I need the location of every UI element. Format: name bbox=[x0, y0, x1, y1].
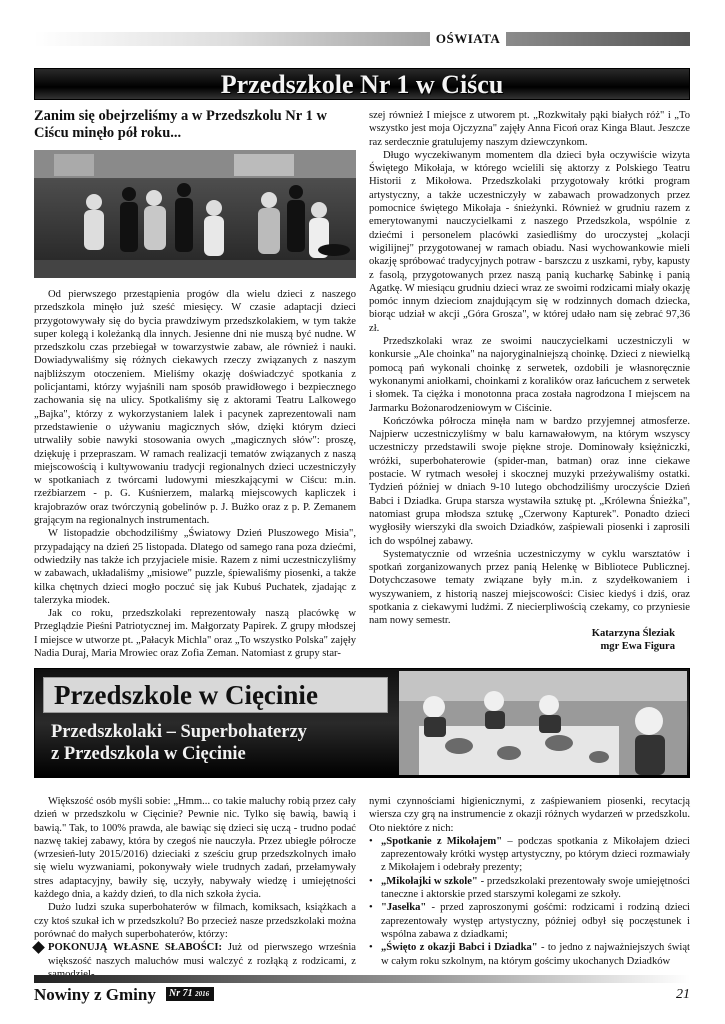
children-crafts-photo bbox=[399, 671, 687, 775]
footer-rule bbox=[34, 975, 690, 983]
issue-number: Nr 71 bbox=[169, 988, 193, 999]
paragraph: Dużo ludzi szuka superbohaterów w filmach, komiksach, książkach a czy ktoś szukał ich w przedszkolu? Bo przecież nasze przedszkolaki można porównać do małych superbohaterów, którzy: bbox=[34, 902, 356, 940]
paragraph: Jak co roku, przedszkolaki reprezentowały naszą placówkę w Przeglądzie Pieśni Patriotycznej im. Małgorzaty Papirek. Z grupy młodszej I miejsce w utworze pt. „Pałacyk Michla" oraz „To wszystko Polska" zajęły Nadia Duraj, Maria Mrowiec oraz Zofia Zeman. Natomiast z grupy star- bbox=[34, 608, 356, 660]
section-header bbox=[34, 32, 690, 46]
article-title-bar bbox=[34, 68, 690, 100]
list-item bbox=[369, 941, 690, 968]
kids-dancing-photo bbox=[34, 150, 356, 278]
author-name: mgr Ewa Figura bbox=[600, 641, 675, 652]
author-name: Katarzyna Śleziak bbox=[591, 628, 675, 639]
article2-title-box bbox=[43, 677, 388, 713]
paragraph: szej również I miejsce z utworem pt. „Rozkwitały pąki białych róż" i „To wszystko jest moja Ojczyzna" zajęły Anna Ficoń oraz Kinga Blaut. Jeszcze raz serdecznie gratulujemy naszym dziewczynkom. bbox=[369, 110, 690, 148]
issue-badge bbox=[166, 987, 214, 1001]
author-signature bbox=[369, 627, 675, 653]
bullet-heading: POKONUJĄ WŁASNE SŁABOŚCI: bbox=[48, 942, 222, 954]
list-item-text: - przed zaproszonymi gośćmi: rodzicami i rodziną dzieci zaprezentowały występ artystyczny, później odbył się poczęstunek i wspólna zabawa z dziadkami; bbox=[381, 902, 690, 940]
publication-name: Nowiny z Gminy bbox=[34, 985, 156, 1004]
list-item bbox=[369, 835, 690, 875]
article2-subtitle bbox=[51, 721, 391, 765]
issue-year: 2016 bbox=[195, 990, 210, 998]
list-item-title: „Święto z okazji Babci i Dziadka" bbox=[381, 942, 538, 954]
list-item-text: – podczas spotkania z Mikołajem dzieci zaprezentowały krótki występ artystyczny, po którym dzieci rozmawiały z Mikołajem i odebrały prezenty; bbox=[381, 835, 690, 874]
list-item-title: "Jasełka" bbox=[381, 902, 427, 914]
list-item-text: - przedszkolaki prezentowały swoje umiejętności taneczne i aktorskie przed starszymi kolegami ze szkoły. bbox=[381, 875, 690, 901]
paragraph: Od pierwszego przestąpienia progów dla wielu dzieci z naszego przedszkola minęło już sześć miesięcy. W czasie adaptacji dzieci przygotowywały się do bycia prawdziwym przedszkolakiem, w tym także super kolegą i koleżanką dla innych. Jesienne dni nie muszą być nudne. W przedszkolu czas przebiegał w towarzystwie zabaw, ale również i nauki. Dowiadywaliśmy się różnych ciekawych rzeczy związanych z naszym najbliższym otoczeniem. Mieliśmy okazję doświadczyć spotkania z policjantami, którzy wyjaśnili nam sposób prawidłowego i bezpiecznego zachowania się na ulicy. Spotkaliśmy się z aktorami Teatru Lalkowego „Bajka", którzy z wykorzystaniem lalek i pacynek zaprezentowali nam przedstawienie o używaniu magicznych słów, dzięki którym dzieci utrwaliły sobie nawyki stosowania owych „magicznych słów": proszę, dziękuję i przepraszam. W ramach realizacji tematów związanych z naszą miejscowością i kultywowaniu tradycji regionalnych dzieci uczestniczyły w spotkaniach z twórcami ludowymi mieszkającymi w Ciścu: m.in. rzeźbiarzem - p. G. Kuśnierzem, malarką miejscowych kapliczek i krajobrazów oraz twórczynią gobelinów p. J. Bużko oraz z p. P. Zemanem grającym na regionalnych instrumentach. bbox=[34, 289, 356, 527]
article2-banner bbox=[34, 668, 690, 778]
events-list bbox=[369, 835, 690, 968]
list-item-text: - to jedno z najważniejszych świąt w całym roku szkolnym, na którym gościmy ukochanych Dziadków bbox=[381, 942, 690, 967]
diamond-bullet-icon bbox=[32, 941, 45, 954]
list-item bbox=[369, 875, 690, 902]
article1-right-column bbox=[369, 109, 690, 628]
article2-left-column bbox=[34, 795, 356, 981]
article-title: Przedszkole Nr 1 w Ciścu bbox=[220, 70, 504, 99]
paragraph: Przedszkolaki wraz ze swoimi nauczycielkami uczestniczyli w konkursie „Ale choinka" na najoryginalniejszą choinkę. Dzieci z niewielką pomocą pań wykonali choinkę z serwetek, ozdobili je własnoręcznie wykonanymi aniołkami, choinkami z koralików oraz łańcuchem z serwetek i słomek. Ta ciężka i monotonna praca została nagrodzona I miejscem na Jarmarku Bożonarodzeniowym w Ciścinie. bbox=[369, 336, 690, 414]
paragraph: Większość osób myśli sobie: „Hmm... co takie maluchy robią przez cały dzień w przedszkolu w Cięcinie? Pewnie nic. Tylko się bawią, bawią i bawią." Tak, to 100% prawda, ale bawiąc się dzieci się uczą - trudno podać nazwę takiej zabawy, która by czegoś nie nauczyła. Przez ubiegłe półrocze (wrzesień-luty 2015/2016) dzieciaki z sześciu grup przedszkolnych imało się wielu wyzwaniami, pokonywały wiele trudnych zadań, przełamywały stres adaptacyjny, bawiły się, uczyły, nabywały wiedzę i umiejętności każdego dnia, a każdy dzień, to dla nich szkoła życia. bbox=[34, 796, 356, 901]
list-item-title: „Mikołajki w szkole" bbox=[381, 875, 478, 887]
paragraph: Kończówka półrocza minęła nam w bardzo przyjemnej atmosferze. Najpierw uczestniczyliśmy w balu karnawałowym, na którym wszyscy uczestniczy przedstawili swoje piękne stroje. Dominowały księżniczki, wróżki, superbohaterowie (spider-man, batman) oraz inne ciekawe postacie. W rytmach wesołej i skocznej muzyki przeżywaliśmy ostatki. Tydzień później w dniach 9-10 lutego obchodziliśmy uroczyście Dzień Babci i Dziadka. Grupa starsza wystawiła sztukę pt. „Królewna Śnieżka", natomiast grupa młodsza sztukę „Czerwony Kapturek". Ponadto dzieci wygłosiły wierszyki dla swoich Dziadków, zaśpiewali piosenki i zaprosili ich do wspólnej zabawy. bbox=[369, 415, 690, 547]
bullet-text: Już od pierwszego września większość naszych maluchów musi walczyć z rozłąką z rodzicami, z bbox=[48, 942, 356, 967]
paragraph: nymi czynnościami higienicznymi, z zaśpiewaniem piosenki, recytacją wiersza czy grą na instrumencie z okazji różnych wydarzeń w przedszkolu. Oto niektóre z nich: bbox=[369, 796, 690, 834]
paragraph: Długo wyczekiwanym momentem dla dzieci była oczywiście wizyta Świętego Mikołaja, w którego wcielili się aktorzy z Polskiego Teatru Historii z Mikołowa. Przedszkolaki przygotowały krótki program artystyczny, a także uczestniczyły w zabawach prowadzonych przez pomocnice świętego Mikołaja - śnieżynki. Również w grudniu razem z emerytowanymi nauczycielkami z naszego Przedszkola, wspólnie z dziećmi i personelem placówki zasiedliśmy do uroczystej „kolacji wigilijnej" przygotowanej w ramach obiadu. Nasi wychowankowie mieli okazję spróbować tradycyjnych potraw - barszczu z uszkami, ryby, kapusty z fasolą, przygotowanych przez naszą panią kucharkę Sabinkę i panią Agatkę. W miesiącu grudniu dzieci wraz ze swoimi rodzicami miały okazję pomóc innym dzieciom znajdującym się w rodzinnych domach dziecka, biorąc udział w akcji „Góra Grosza", w której udało nam się zebrać 97,36 zł. bbox=[369, 149, 690, 334]
article2-title: Przedszkole w Cięcinie bbox=[54, 680, 318, 710]
article-lead: Zanim się obejrzeliśmy a w Przedszkolu Nr 1 w Ciścu minęło pół roku... bbox=[34, 108, 327, 141]
subtitle-line: Przedszkolaki – Superbohaterzy bbox=[51, 722, 307, 742]
subtitle-line: z Przedszkola w Cięcinie bbox=[51, 744, 246, 764]
list-item-title: „Spotkanie z Mikołajem" bbox=[381, 835, 503, 847]
article2-right-column bbox=[369, 795, 690, 968]
list-item bbox=[369, 901, 690, 941]
page-number: 21 bbox=[676, 987, 690, 1002]
paragraph: Systematycznie od września uczestniczymy w cyklu warsztatów i spotkań zorganizowanych przez panią Helenkę w Bibliotece Publicznej. Dotychczasowe tematy związane były m.in. z szydełkowaniem i wyszywaniem, z historią naszej miejscowości: Cisiec kiedyś i dziś, oraz spotkania z ciekawymi ludźmi. Z niecierpliwością czekamy, co przyniesie nam nowy semestr. bbox=[369, 548, 690, 627]
section-label: OŚWIATA bbox=[430, 31, 506, 47]
paragraph: W listopadzie obchodziliśmy „Światowy Dzień Pluszowego Misia", przypadający na dzień 25 listopada. Dlatego od samego rana poza dziećmi, odwiedziły nas także ich przyjaciele misie. Razem z nimi uczestniczyliśmy w zabawach, układaliśmy „misiowe" puzzle, śpiewaliśmy piosenki, a także kilka chętnych dzieci mogło poczuć się jak Kubuś Puchatek, zjadając z talerzyka miodek. bbox=[34, 528, 356, 606]
article1-left-column bbox=[34, 288, 356, 660]
